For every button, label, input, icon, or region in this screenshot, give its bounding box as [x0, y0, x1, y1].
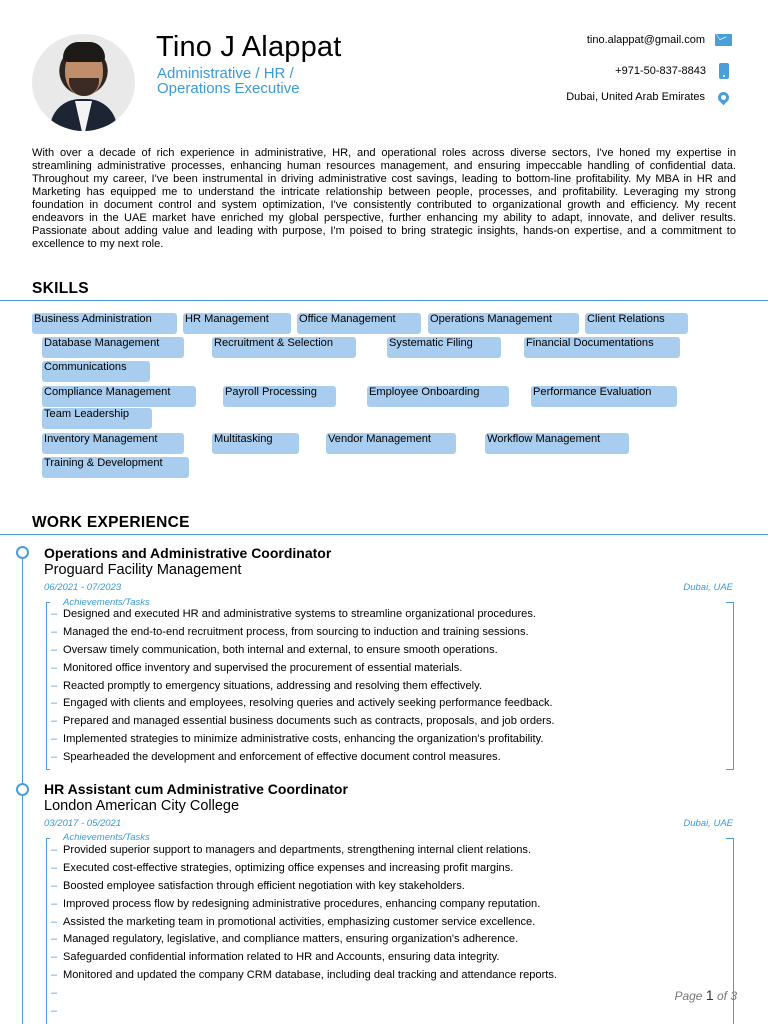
- page-indicator: [674, 987, 737, 1003]
- job-title: Operations and Administrative Coordinator: [44, 545, 332, 561]
- job-location: Dubai, UAE: [683, 818, 733, 829]
- list-item: – Implemented strategies to minimize administrative costs, enhancing the organization's profitability.: [50, 731, 555, 749]
- skills-divider: [0, 300, 768, 301]
- work-divider: [0, 534, 768, 535]
- skill-tag: Workflow Management: [485, 433, 629, 454]
- list-item: [50, 985, 557, 1003]
- timeline-dot: [16, 546, 29, 559]
- list-item: – Spearheaded the development and enforcement of effective document control measures.: [50, 749, 555, 767]
- list-item: – Safeguarded confidential information related to HR and Accounts, ensuring data integrity.: [50, 949, 557, 967]
- list-item: – Engaged with clients and employees, resolving queries and actively seeking performance feedback.: [50, 695, 555, 713]
- job-title: HR Assistant cum Administrative Coordinator: [44, 781, 348, 797]
- achievements-list: [50, 842, 557, 1021]
- contact-location: [566, 91, 732, 103]
- list-item: – Managed the end-to-end recruitment process, from sourcing to induction and training sessions.: [50, 624, 555, 642]
- skill-tag: Systematic Filing: [387, 337, 501, 358]
- skill-tag: Office Management: [297, 313, 421, 334]
- skill-tag: HR Management: [183, 313, 291, 334]
- skill-tag: Employee Onboarding: [367, 386, 509, 407]
- location-text: Dubai, United Arab Emirates: [566, 91, 705, 103]
- page-of: of: [716, 989, 727, 1003]
- bracket-right: [726, 602, 734, 770]
- page-total: 3: [730, 989, 737, 1003]
- page-current: 1: [705, 987, 714, 1003]
- phone-text[interactable]: +971-50-837-8843: [615, 65, 706, 77]
- skill-tag: Financial Documentations: [524, 337, 680, 358]
- list-item: – Monitored office inventory and supervised the procurement of essential materials.: [50, 660, 555, 678]
- skills-heading: SKILLS: [32, 280, 89, 297]
- candidate-title: Administrative / HR / Operations Executive: [157, 65, 300, 97]
- skill-tag: Team Leadership: [42, 408, 152, 429]
- list-item: – Prepared and managed essential business documents such as contracts, proposals, and job orders.: [50, 713, 555, 731]
- skill-tag: Performance Evaluation: [531, 386, 677, 407]
- job-location: Dubai, UAE: [683, 582, 733, 593]
- timeline-dot: [16, 783, 29, 796]
- achievements-label: Achievements/Tasks: [63, 832, 150, 843]
- skill-tag: Inventory Management: [42, 433, 184, 454]
- skill-tag: Multitasking: [212, 433, 299, 454]
- list-item: – Monitored and updated the company CRM database, including deal tracking and attendance reports.: [50, 967, 557, 985]
- achievements-list: [50, 606, 555, 767]
- list-item: – Designed and executed HR and administrative systems to streamline organizational procedures.: [50, 606, 555, 624]
- contact-email[interactable]: [587, 34, 732, 46]
- skill-tag: Operations Management: [428, 313, 579, 334]
- skill-tag: Business Administration: [32, 313, 177, 334]
- skill-tag: Training & Development: [42, 457, 189, 478]
- map-pin-icon: [716, 89, 732, 105]
- achievements-label: Achievements/Tasks: [63, 597, 150, 608]
- skill-tag: Client Relations: [585, 313, 688, 334]
- work-experience-heading: WORK EXPERIENCE: [32, 514, 190, 531]
- job-company: Proguard Facility Management: [44, 562, 242, 578]
- list-item: [50, 1003, 557, 1021]
- list-item: – Reacted promptly to emergency situations, addressing and resolving them effectively.: [50, 678, 555, 696]
- list-item: – Assisted the marketing team in promotional activities, emphasizing customer service excellence.: [50, 914, 557, 932]
- contact-phone[interactable]: [615, 63, 732, 79]
- page-label: Page: [674, 989, 703, 1003]
- list-item: – Managed regulatory, legislative, and compliance matters, ensuring organization's adherence.: [50, 931, 557, 949]
- job-dates: 06/2021 - 07/2023: [44, 582, 122, 593]
- list-item: – Provided superior support to managers and departments, strengthening internal client relations.: [50, 842, 557, 860]
- list-item: – Oversaw timely communication, both internal and external, to ensure smooth operations.: [50, 642, 555, 660]
- job-dates: 03/2017 - 05/2021: [44, 818, 122, 829]
- profile-photo: [32, 34, 135, 131]
- candidate-name: Tino J Alappat: [156, 31, 342, 63]
- skill-tag: Vendor Management: [326, 433, 456, 454]
- phone-icon: [719, 63, 729, 79]
- skill-tag: Payroll Processing: [223, 386, 336, 407]
- job-company: London American City College: [44, 798, 240, 814]
- envelope-icon: [715, 34, 732, 46]
- skill-tag: Compliance Management: [42, 386, 196, 407]
- list-item: – Improved process flow by redesigning administrative procedures, enhancing company reputation.: [50, 896, 557, 914]
- list-item: – Executed cost-effective strategies, optimizing office expenses and increasing profit margins.: [50, 860, 557, 878]
- skill-tag: Recruitment & Selection: [212, 337, 356, 358]
- list-item: – Boosted employee satisfaction through efficient negotiation with key stakeholders.: [50, 878, 557, 896]
- profile-summary: With over a decade of rich experience in administrative, HR, and operational roles across diverse sectors, I've honed my expertise in streamlining administrative processes, enhancing human resources management, and ensuring impeccable handling of confidential data. Throughout my career, I've been instrumental in driving administrative cost savings, leading to bottom-line profitability. My MBA in HR and Marketing has equipped me to understand the intricate relationship between people, processes, and profitability. Leveraging my strong foundation in document control and system optimization, I've consistently contributed to organizational growth and efficiency. My recent endeavors in the UAE market have enriched my global perspective, further enhancing my ability to adapt, innovate, and deliver results. Passionate about adding value and leading with purpose, I'm poised to bring strategic insights, hands-on expertise, and a commitment to excellence to my next role.: [32, 147, 736, 250]
- skill-tag: Database Management: [42, 337, 184, 358]
- skill-tag: Communications: [42, 361, 150, 382]
- email-text[interactable]: tino.alappat@gmail.com: [586, 34, 705, 46]
